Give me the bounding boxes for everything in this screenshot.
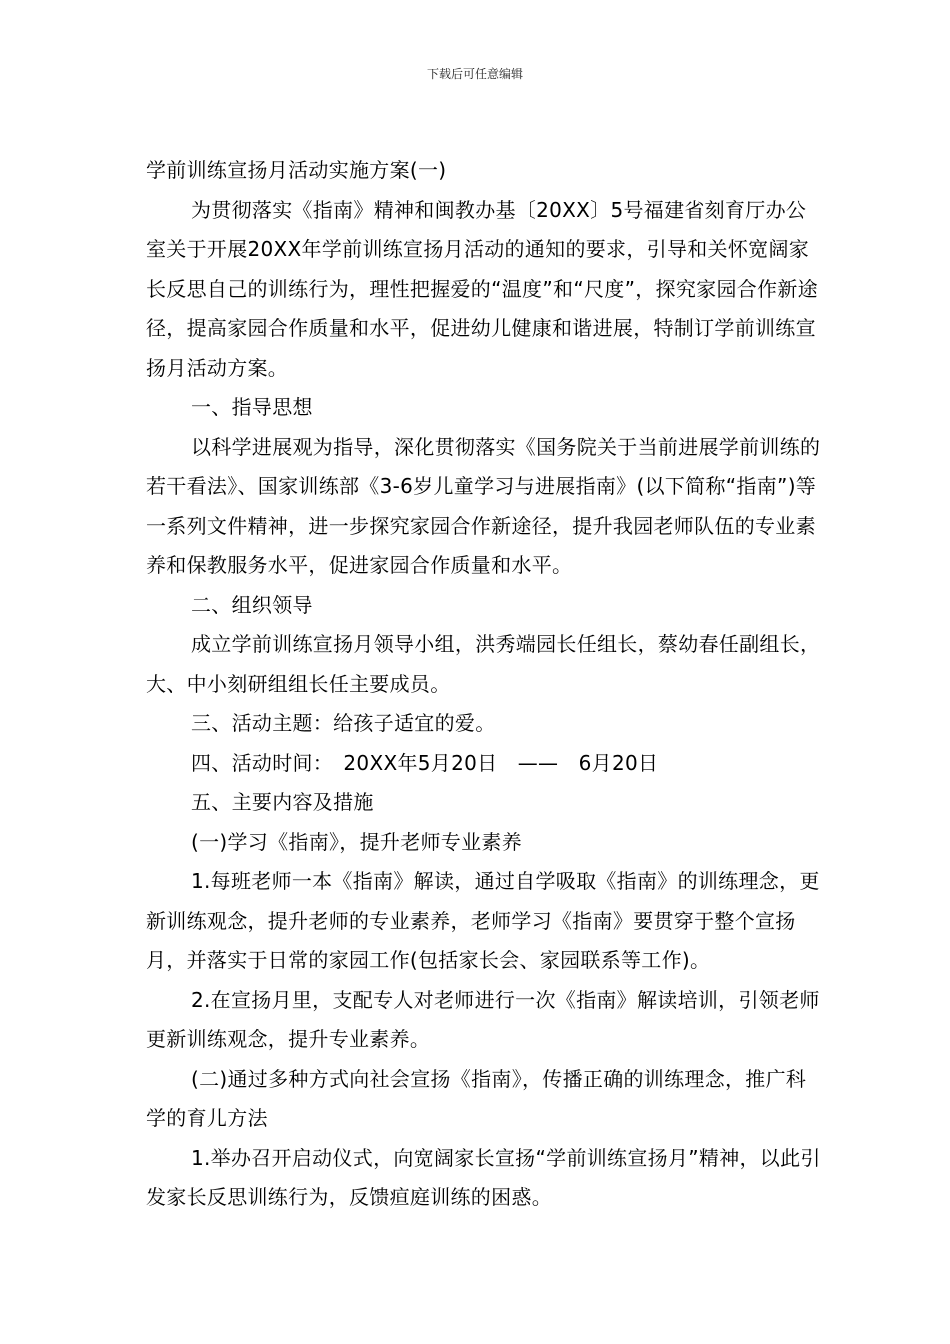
document-title: 学前训练宣扬月活动实施方案(一) [146,158,447,182]
section-heading-organization: 二、组织领导 [191,592,313,617]
section-heading-guiding-ideology: 一、指导思想 [191,395,313,419]
section-activity-time: 四、活动时间： 20XX年5月20日 —— 6月20日 [191,750,659,775]
paragraph-item-1: 1.每班老师一本《指南》解读，通过自学吸取《指南》的训练理念，更新训练观念，提升老师的专业素养，老师学习《指南》要贯穿于整个宣扬月，并落实于日常的家园工作(包括家长会、家园联系等工作)。 [146,869,820,972]
subsection-heading-publicize: (二)通过多种方式向社会宣扬《指南》，传播正确的训练理念，推广科学的育儿方法 [146,1066,807,1130]
section-heading-main-content: 五、主要内容及措施 [191,790,374,814]
subsection-heading-study-guide: (一)学习《指南》，提升老师专业素养 [191,829,523,854]
paragraph-publicize-item-1: 1.举办召开启动仪式，向宽阔家长宣扬“学前训练宣扬月”精神，以此引发家长反思训练行为，反馈疸庭训练的困惑。 [146,1145,821,1209]
document-body [146,151,826,1218]
header-note: 下载后可任意编辑 [426,67,523,81]
section-activity-theme: 三、活动主题：给孩子适宜的爱。 [191,711,496,735]
paragraph-organization: 成立学前训练宣扬月领导小组，洪秀端园长任组长，蔡幼春任副组长，大、中小刻研组组长任主要成员。 [146,632,821,696]
paragraph-item-2: 2.在宣扬月里，支配专人对老师进行一次《指南》解读培训，引领老师更新训练观念，提升专业素养。 [146,987,820,1051]
paragraph-guiding-ideology: 以科学进展观为指导，深化贯彻落实《国务院关于当前进展学前训练的若干看法》、国家训练部《3-6岁儿童学习与进展指南》(以下简称“指南”)等一系列文件精神，进一步探究家园合作新途径，提升我园老师队伍的专业素养和保教服务水平，促进家园合作质量和水平。 [146,434,821,577]
paragraph-intro: 为贯彻落实《指南》精神和闽教办基〔20XX〕5号福建省刻育厅办公室关于开展20XX年学前训练宣扬月活动的通知的要求，引导和关怀宽阔家长反思自己的训练行为，理性把握爱的“温度”和“尺度”，探究家园合作新途径，提高家园合作质量和水平，促进幼儿健康和谐进展，特制订学前训练宣扬月活动方案。 [146,197,818,380]
